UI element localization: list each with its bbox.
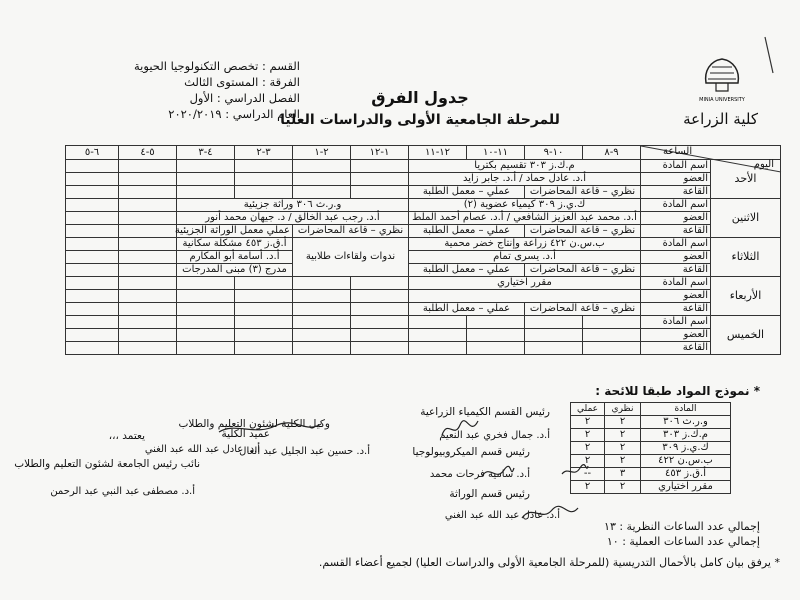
row-label-course: اسم المادة [641,238,711,251]
practical-hours: -- [571,468,605,481]
wednesday-room-row [66,303,781,316]
hour-header: ٩-٨ [583,146,641,160]
hour-header: ٢-١ [293,146,351,160]
semester-line: الفصل الدراسي : الأول [189,91,300,105]
chem-head-name: أ.د. جمال فخري عبد النعيم [439,430,550,441]
sunday-member-row [66,173,781,186]
course-code: مقرر اختياري [641,481,731,494]
course-row [571,416,731,429]
wednesday-member-row [66,290,781,303]
corner-day-label: اليوم [753,159,774,170]
tuesday-member-row [66,251,781,264]
theory-hours: ٢ [605,416,641,429]
dean-title: عميد الكلية [221,428,270,440]
wednesday-course-row [66,277,781,290]
thursday-member-row [66,329,781,342]
course-header: المادة [641,403,731,416]
row-label-room: القاعة [641,264,711,277]
monday-course-2: و.ر.ث ٣٠٦ وراثة جزيئية [177,199,409,212]
monday-room-lab-2: عملي معمل الوراثة الجزيئية [177,225,293,238]
chem-head-title: رئيس القسم الكيمياء الزراعية [420,406,550,418]
student-seminars: ندوات ولقاءات طلابية [293,238,409,277]
theory-hours: ٢ [605,455,641,468]
row-label-course: اسم المادة [641,199,711,212]
hour-header: ١٠-٩ [525,146,583,160]
page-subtitle: للمرحلة الجامعية الأولى والدراسات العليا [280,112,560,128]
practical-hours: ٢ [571,429,605,442]
signature-scribble [440,415,480,443]
day-sunday: الأحد [711,160,781,199]
monday-course-row [66,199,781,212]
signature-scribble [560,462,590,480]
row-label-course: اسم المادة [641,277,711,290]
monday-course-1: ك.ي.ز ٣٠٩ كيمياء عضوية (٢) [409,199,641,212]
tuesday-room-row [66,264,781,277]
sunday-room-row [66,186,781,199]
row-label-member: العضو [641,212,711,225]
course-code: ب.س.ن ٤٢٢ [641,455,731,468]
total-practical-hours: إجمالي عدد الساعات العملية : ١٠ [606,535,760,548]
vice-dean-title: وكيل الكلية لشئون التعليم والطلاب [178,418,330,430]
margin-mark [763,35,775,75]
academic-year-line: العام الدراسي : ٢٠٢٠/٢٠١٩ [168,107,300,121]
course-row [571,429,731,442]
micro-head-name: أ.د. سامية فرحات محمد [429,469,530,480]
signature-scribble [520,502,580,524]
level-line: الفرقة : المستوى الثالث [184,75,300,89]
tuesday-course-2: أ.ق.ز ٤٥٣ مشكلة سكانية [177,238,293,251]
tuesday-room-2: مدرج (٣) مبنى المدرجات [177,264,293,277]
sunday-room-theory: نظري – قاعة المحاضرات [525,186,641,199]
theory-hours: ٢ [605,429,641,442]
svg-text:MINIA UNIVERSITY: MINIA UNIVERSITY [699,97,745,103]
total-theory-hours: إجمالي عدد الساعات النظرية : ١٣ [604,520,760,533]
wednesday-room-theory: نظري – قاعة المحاضرات [525,303,641,316]
tuesday-room-theory-1: نظري – قاعة المحاضرات [525,264,641,277]
vice-dean-name: أ.د. حسين عبد الجليل عبد العال [239,446,370,457]
theory-hours: ٢ [605,442,641,455]
tuesday-course-1: ب.س.ن ٤٢٢ زراعة وإنتاج خضر محمية [409,238,641,251]
thursday-course-row [66,316,781,329]
sunday-room-lab: عملي – معمل الطلبة [409,186,525,199]
page-title: جدول الفرق [371,88,469,107]
course-code: أ.ق.ز ٤٥٣ [641,468,731,481]
dean-name: أ.د. عادل عبد الله عبد الغني [144,444,260,455]
course-row [571,468,731,481]
monday-room-theory-2: نظري – قاعة المحاضرات [293,225,409,238]
row-label-room: القاعة [641,225,711,238]
theory-hours: ٣ [605,468,641,481]
footnote: * يرفق بيان كامل بالأحمال التدريسية (للمرحلة الجامعية الأولى والدراسات العليا) لجميع أعضاء القسم. [318,556,780,569]
wednesday-course: مقرر اختياري [409,277,641,290]
hour-header: ١١-١٠ [467,146,525,160]
practical-hours: ٢ [571,442,605,455]
monday-member-row [66,212,781,225]
genetics-head-name: أ.د. عادل عبد الله عبد الغني [444,510,560,521]
courses-table [570,402,731,494]
tuesday-room-lab-1: عملي – معمل الطلبة [409,264,525,277]
courses-title: * نموذج المواد طبقا للائحة : [595,384,760,398]
wednesday-member [409,290,641,303]
hour-header: ٤-٣ [177,146,235,160]
monday-room-theory-1: نظري – قاعة المحاضرات [525,225,641,238]
theory-header: نظري [605,403,641,416]
row-label-member: العضو [641,251,711,264]
course-row [571,481,731,494]
practical-hours: ٢ [571,416,605,429]
genetics-head-title: رئيس قسم الوراثة [449,488,530,500]
course-code: ك.ي.ز ٣٠٩ [641,442,731,455]
schedule-info [120,58,300,122]
course-row [571,455,731,468]
theory-hours: ٢ [605,481,641,494]
hour-header: ١٢-١١ [409,146,467,160]
row-label-room: القاعة [641,342,711,355]
tuesday-member-2: أ.د. أسامة أبو المكارم [177,251,293,264]
university-logo [692,55,752,105]
practical-header: عملي [571,403,605,416]
row-label-member: العضو [641,290,711,303]
corner-hour-label: الساعة [663,146,693,157]
department-line: القسم : تخصص التكنولوجيا الحيوية [134,59,300,73]
vp-title: نائب رئيس الجامعة لشئون التعليم والطلاب [14,458,200,470]
signature-scribble [480,462,516,484]
vp-name: أ.د. مصطفى عبد النبي عبد الرحمن [50,486,195,497]
faculty-name: كلية الزراعة [683,110,758,128]
tuesday-course-row [66,238,781,251]
schedule-table [65,145,781,355]
day-thursday: الخميس [711,316,781,355]
day-wednesday: الأربعاء [711,277,781,316]
row-label-room: القاعة [641,186,711,199]
row-label-member: العضو [641,329,711,342]
monday-member-1: أ.د. محمد عبد العزيز الشافعي / أ.د. عصام أحمد الملط [409,212,641,225]
sunday-course: م.ك.ز ٣٠٣ تقسيم بكتريا [409,160,641,173]
monday-room-row [66,225,781,238]
wednesday-room-lab: عملي – معمل الطلبة [409,303,525,316]
hour-header: ٦-٥ [66,146,119,160]
monday-room-lab-1: عملي – معمل الطلبة [409,225,525,238]
micro-head-title: رئيس قسم الميكروبيولوجيا [412,446,530,458]
day-monday: الاثنين [711,199,781,238]
monday-member-2: أ.د. رجب عبد الخالق / د. جيهان محمد أنور [177,212,409,225]
hour-header: ٥-٤ [119,146,177,160]
thursday-room-row [66,342,781,355]
row-label-member: العضو [641,173,711,186]
tuesday-member-1: أ.د. يسرى تمام [409,251,641,264]
course-code: و.ر.ث ٣٠٦ [641,416,731,429]
approval-text: يعتمد ،،، [108,430,145,442]
hour-header: ١-١٢ [351,146,409,160]
hour-header: ٣-٢ [235,146,293,160]
practical-hours: ٢ [571,455,605,468]
row-label-room: القاعة [641,303,711,316]
row-label-course: اسم المادة [641,316,711,329]
course-code: م.ك.ز ٣٠٣ [641,429,731,442]
row-label-course: اسم المادة [641,160,711,173]
courses-header-row [571,403,731,416]
day-tuesday: الثلاثاء [711,238,781,277]
practical-hours: ٢ [571,481,605,494]
sunday-member: أ.د. عادل حماد / أ.د. جابر زايد [409,173,641,186]
course-row [571,442,731,455]
signature-scribble [215,418,325,440]
